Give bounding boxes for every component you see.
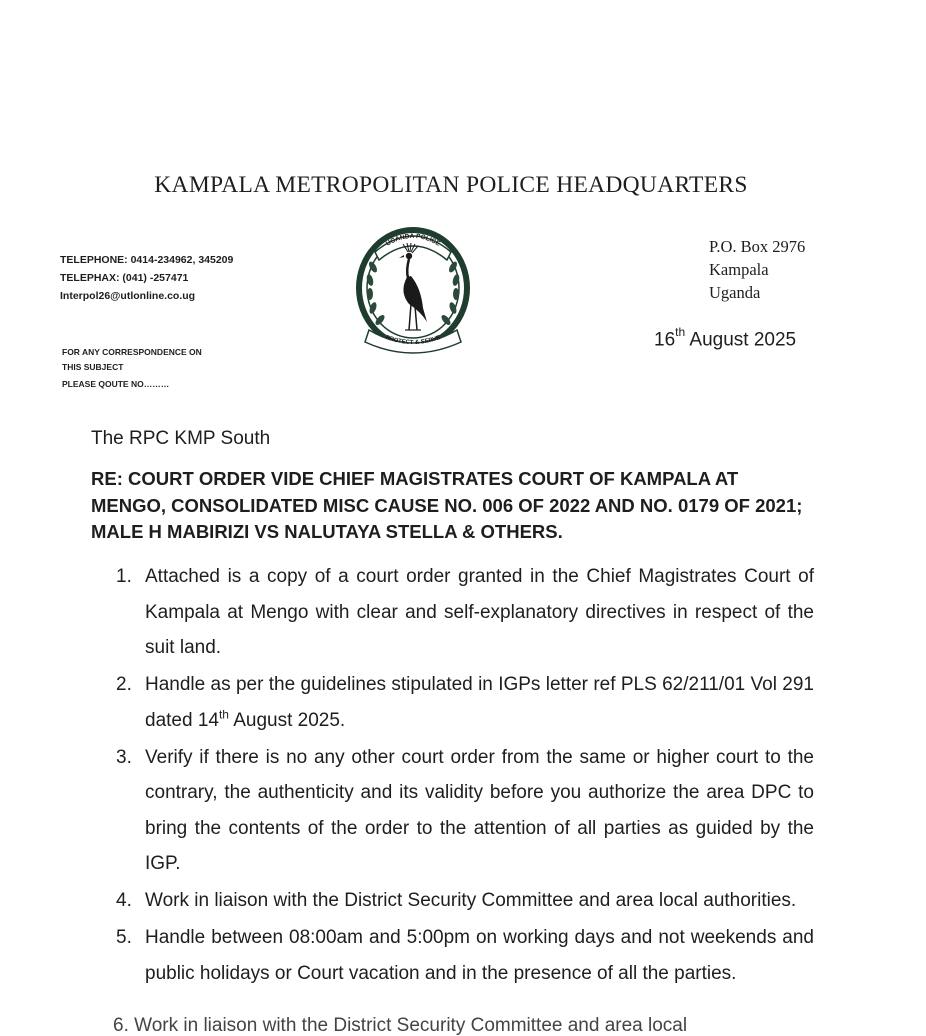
cutoff-text-line: 6. Work in liaison with the District Security Committee and area local <box>113 1015 688 1036</box>
address-line-3: Uganda <box>709 283 761 302</box>
crest-top-text: UGANDA POLICE <box>384 232 442 248</box>
item-number: 2. <box>116 674 132 695</box>
letter-date <box>654 327 796 351</box>
item-text: Verify if there is no any other court order from the same or higher court to the contrary, the authenticity and its validity before you authorize the area DPC to bring the contents of the order to the attention of all parties as guided by the IGP. <box>145 746 814 874</box>
telephax-line: TELEPHAX: (041) -257471 <box>60 272 189 284</box>
list-item <box>114 667 814 738</box>
list-item <box>114 559 814 666</box>
contact-block <box>60 251 233 305</box>
item-text-sup: th <box>218 707 229 722</box>
correspondence-line-3: PLEASE QOUTE NO……… <box>62 379 170 389</box>
correspondence-line-1: FOR ANY CORRESPONDENCE ON <box>62 347 202 357</box>
item-text: Attached is a copy of a court order granted in the Chief Magistrates Court of Kampala at Mengo with clear and self-explanatory directives in respect of the suit land. <box>145 566 814 658</box>
address-line-2: Kampala <box>709 260 769 279</box>
correspondence-line-2: THIS SUBJECT <box>62 362 124 372</box>
item-number: 4. <box>116 890 132 911</box>
correspondence-note <box>62 345 202 392</box>
item-number: 3. <box>116 746 132 768</box>
directives-list <box>114 559 814 993</box>
headquarters-title: KAMPALA METROPOLITAN POLICE HEADQUARTERS <box>154 172 748 198</box>
uganda-police-crest-icon <box>351 222 475 354</box>
crest-bottom-text: PROTECT & SERVE <box>384 334 442 347</box>
item-number: 5. <box>116 927 132 948</box>
item-text: Work in liaison with the District Security Committee and area local authorities. <box>145 890 797 911</box>
date-day: 16 <box>654 329 676 351</box>
item-number: 1. <box>116 566 132 587</box>
list-item <box>114 920 814 991</box>
item-text: Handle between 08:00am and 5:00pm on working days and not weekends and public holidays or Court vacation and in the presence of all the parties. <box>145 927 814 984</box>
telephone-line: TELEPHONE: 0414-234962, 345209 <box>60 254 234 266</box>
subject-line: RE: COURT ORDER VIDE CHIEF MAGISTRATES COURT OF KAMPALA AT MENGO, CONSOLIDATED MISC CAUSE NO. 006 OF 2022 AND NO. 0179 OF 2021; MALE H MABIRIZI VS NALUTAYA STELLA & OTHERS. <box>91 468 803 542</box>
list-item <box>114 740 814 882</box>
address-line-1: P.O. Box 2976 <box>709 237 806 256</box>
recipient: The RPC KMP South <box>91 428 271 449</box>
email-line: Interpol26@utlonline.co.ug <box>60 290 196 302</box>
date-suffix: th <box>675 325 686 339</box>
postal-address <box>709 235 805 304</box>
item-text-after: August 2025. <box>228 709 346 731</box>
list-item <box>114 883 814 919</box>
item-text: Handle as per the guidelines stipulated in IGPs letter ref PLS 62/211/01 Vol 291 dated 14 <box>145 674 814 731</box>
date-month-year: August 2025 <box>689 329 797 351</box>
